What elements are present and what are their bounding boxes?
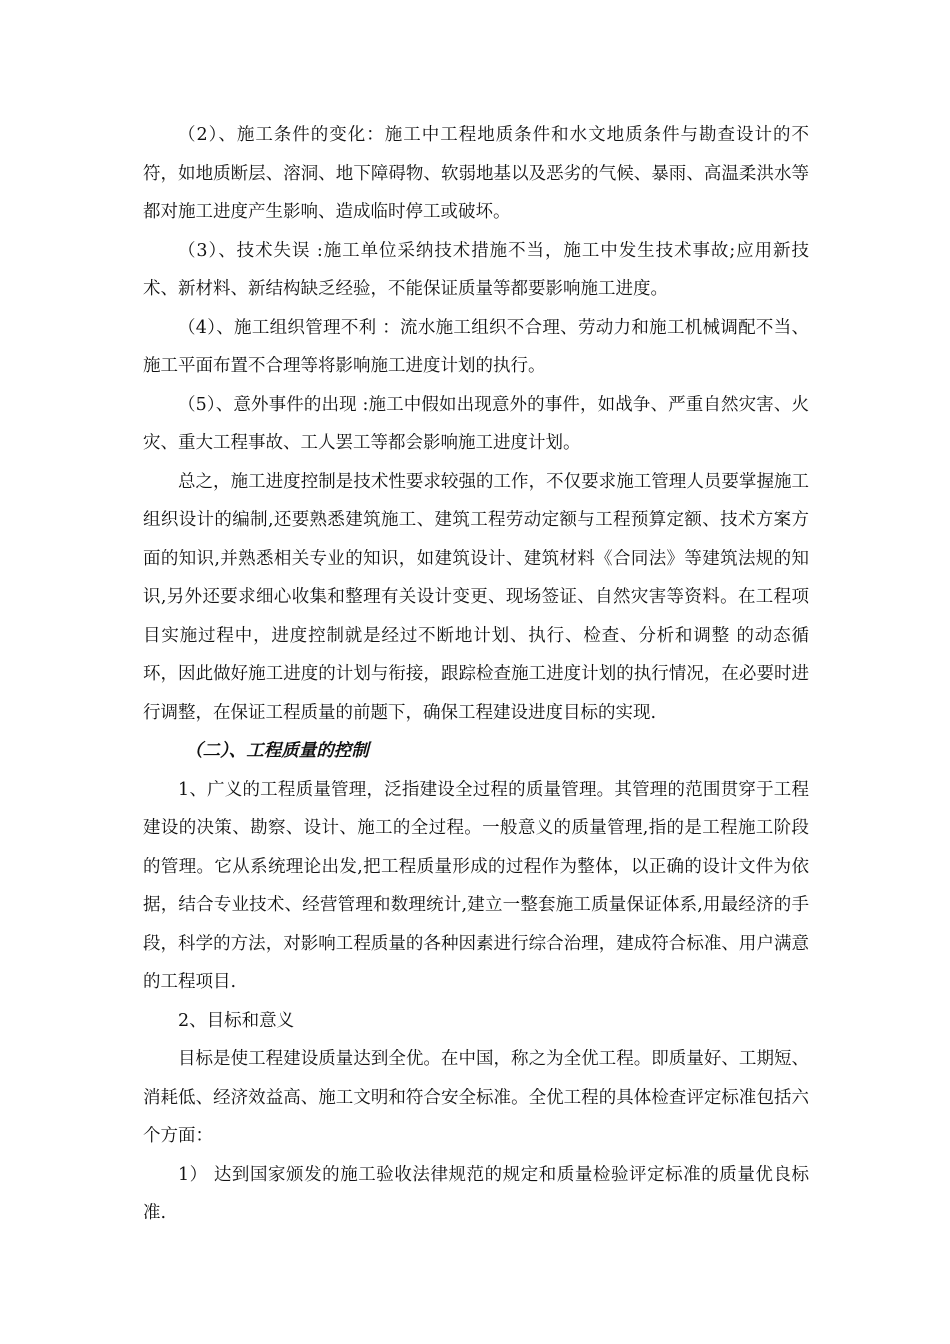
document-body <box>143 116 809 1233</box>
paragraph-goals: 目标是使工程建设质量达到全优。在中国，称之为全优工程。即质量好、工期短、消耗低、经济效益高、施工文明和符合安全标准。全优工程的具体检查评定标准包括六个方面： <box>143 1049 809 1146</box>
paragraph-summary: 总之，施工进度控制是技术性要求较强的工作，不仅要求施工管理人员要掌握施工组织设计的编制,还要熟悉建筑施工、建筑工程劳动定额与工程预算定额、技术方案方面的知识,并熟悉相关专业的知识，如建筑设计、建筑材料《合同法》等建筑法规的知识,另外还要求细心收集和整理有关设计变更、现场签证、自然灾害等资料。在工程项目实施过程中，进度控制就是经过不断地计划、执行、检查、分析和调整 的动态循环，因此做好施工进度的计划与衔接，跟踪检查施工进度计划的执行情况，在必要时进行调整，在保证工程质量的前题下，确保工程建设进度目标的实现. <box>143 471 809 723</box>
paragraph-technical-errors: （3）、技术失误 :施工单位采纳技术措施不当，施工中发生技术事故;应用新技术、新材料、新结构缺乏经验，不能保证质量等都要影响施工进度。 <box>143 240 809 299</box>
paragraph-goals-heading: 2、目标和意义 <box>178 1010 295 1031</box>
list-item-standard-1: 1） 达到国家颁发的施工验收法律规范的规定和质量检验评定标准的质量优良标准. <box>143 1164 809 1223</box>
section-heading-quality-control: （二）、工程质量的控制 <box>185 741 369 761</box>
paragraph-unexpected-events: （5）、意外事件的出现 :施工中假如出现意外的事件，如战争、严重自然灾害、火灾、重大工程事故、工人罢工等都会影响施工进度计划。 <box>143 394 809 453</box>
paragraph-construction-conditions: （2）、施工条件的变化：施工中工程地质条件和水文地质条件与勘查设计的不符，如地质断层、溶洞、地下障碍物、软弱地基以及恶劣的气候、暴雨、高温柔洪水等都对施工进度产生影响、造成临时停工或破坏。 <box>143 125 809 222</box>
paragraph-quality-management: 1、广义的工程质量管理，泛指建设全过程的质量管理。其管理的范围贯穿于工程建设的决策、勘察、设计、施工的全过程。一般意义的质量管理,指的是工程施工阶段的管理。它从系统理论出发,把工程质量形成的过程作为整体，以正确的设计文件为依据，结合专业技术、经营管理和数理统计,建立一整套施工质量保证体系,用最经济的手段，科学的方法，对影响工程质量的各种因素进行综合治理，建成符合标准、用户满意的工程项目. <box>143 779 809 992</box>
paragraph-organization-management: （4）、施工组织管理不利 ：流水施工组织不合理、劳动力和施工机械调配不当、施工平面布置不合理等将影响施工进度计划的执行。 <box>143 317 809 376</box>
